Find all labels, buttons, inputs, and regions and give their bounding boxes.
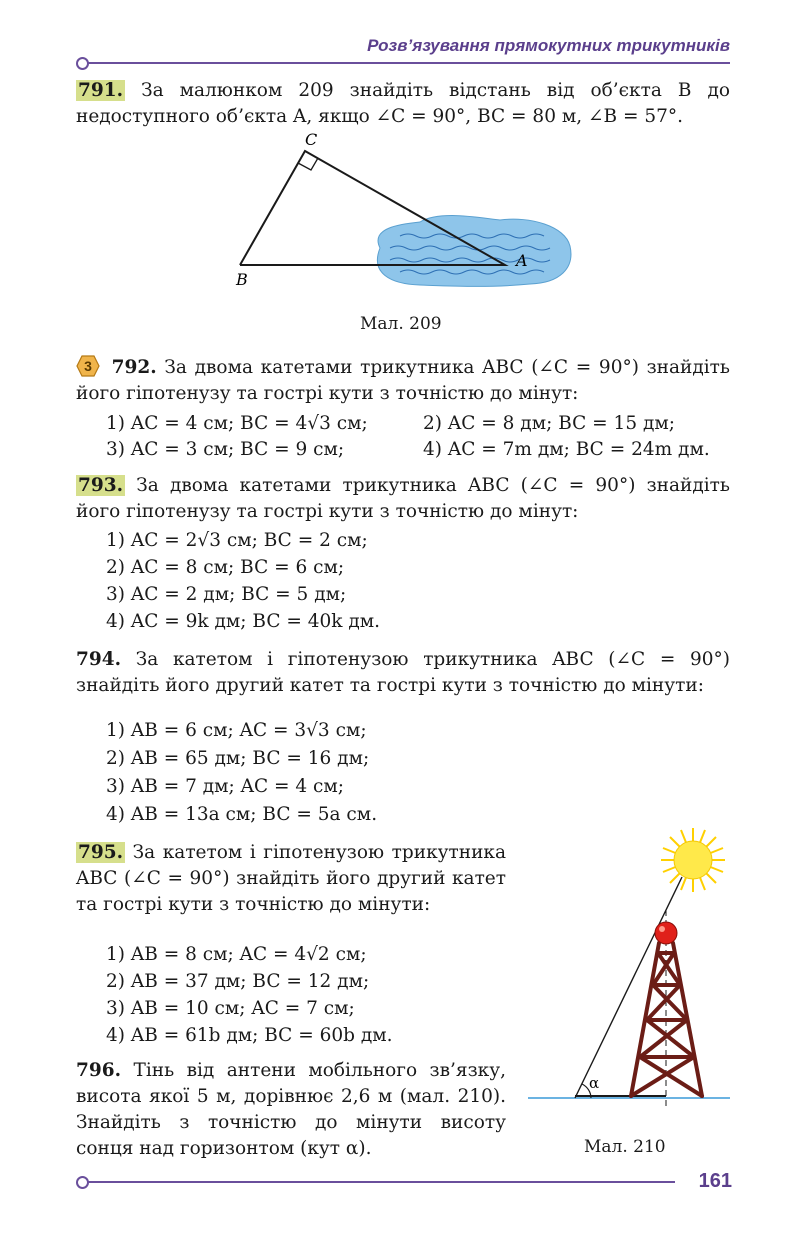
problem-793-item-3: 3) AC = 2 дм; BC = 5 дм; [106, 584, 347, 605]
problem-number: 794. [76, 649, 122, 670]
label-b: B [236, 270, 248, 289]
problem-793-item-2: 2) AC = 8 см; BC = 6 см; [106, 557, 345, 578]
label-a: A [516, 251, 528, 270]
problem-number: 793. [78, 475, 124, 496]
problem-792-item-4: 4) AC = 7m дм; BC = 24m дм. [423, 439, 710, 460]
problem-text: Тінь від антени мобільного зв’язку, висота якої 5 м, дорівнює 2,6 м (мал. 210). Знайдіть з точністю до мінути висоту сонця над горизонтом (кут α). [76, 1060, 506, 1159]
problem-796 [76, 1058, 506, 1162]
page-number: 161 [698, 1170, 732, 1192]
footer-rule [87, 1181, 675, 1183]
header-rule [87, 62, 730, 64]
sun-icon [661, 828, 725, 892]
problem-number: 795. [78, 842, 124, 863]
problem-number: 791. [78, 80, 124, 101]
problem-795-item-3: 3) AB = 10 см; AC = 7 см; [106, 998, 355, 1019]
problem-text: За катетом і гіпотенузою трикутника ABC (∠C = 90°) знайдіть його другий катет та гострі кути з точністю до мінути: [76, 842, 506, 915]
problem-794-item-4: 4) AB = 13a см; BC = 5a см. [106, 804, 378, 825]
problem-number: 792. [111, 357, 157, 378]
problem-792-item-1: 1) AC = 4 см; BC = 4√3 см; [106, 413, 368, 434]
figure-210-caption: Мал. 210 [584, 1137, 666, 1157]
problem-794 [76, 647, 730, 699]
problem-792-item-2: 2) AC = 8 дм; BC = 15 дм; [423, 413, 675, 434]
antenna-tower-icon [631, 943, 702, 1096]
problem-795-item-4: 4) AB = 61b дм; BC = 60b дм. [106, 1025, 393, 1046]
lake-shape [377, 216, 571, 287]
problem-794-item-3: 3) AB = 7 дм; AC = 4 см; [106, 776, 345, 797]
figure-210 [525, 825, 735, 1115]
difficulty-badge-icon [76, 355, 100, 377]
problem-793-item-1: 1) AC = 2√3 см; BC = 2 см; [106, 530, 368, 551]
problem-text: За катетом і гіпотенузою трикутника ABC (∠C = 90°) знайдіть його другий катет та гострі кути з точністю до мінути: [76, 649, 730, 696]
figure-209 [230, 128, 580, 303]
problem-795-item-2: 2) AB = 37 дм; BC = 12 дм; [106, 971, 370, 992]
problem-791 [76, 78, 730, 130]
problem-text: За двома катетами трикутника ABC (∠C = 90°) знайдіть його гіпотенузу та гострі кути з точністю до мінут: [76, 357, 730, 404]
problem-794-item-1: 1) AB = 6 см; AC = 3√3 см; [106, 720, 367, 741]
angle-alpha-label: α [589, 1074, 600, 1092]
problem-number: 796. [76, 1060, 122, 1081]
svg-text:3: 3 [84, 358, 92, 374]
running-header: Розв’язування прямокутних трикутників [367, 36, 730, 55]
problem-text: За малюнком 209 знайдіть відстань від об’єкта B до недоступного об’єкта A, якщо ∠C = 90°, BC = 80 м, ∠B = 57°. [76, 80, 730, 127]
problem-795-item-1: 1) AB = 8 см; AC = 4√2 см; [106, 944, 367, 965]
problem-793-item-4: 4) AC = 9k дм; BC = 40k дм. [106, 611, 381, 632]
problem-792 [76, 355, 730, 407]
problem-793 [76, 473, 730, 525]
label-c: C [305, 130, 318, 149]
problem-text: За двома катетами трикутника ABC (∠C = 90°) знайдіть його гіпотенузу та гострі кути з точністю до мінут: [76, 475, 730, 522]
figure-209-caption: Мал. 209 [360, 314, 442, 334]
problem-792-item-3: 3) AC = 3 см; BC = 9 см; [106, 439, 345, 460]
problem-795 [76, 840, 506, 918]
problem-794-item-2: 2) AB = 65 дм; BC = 16 дм; [106, 748, 370, 769]
beacon-light-icon [655, 922, 677, 944]
